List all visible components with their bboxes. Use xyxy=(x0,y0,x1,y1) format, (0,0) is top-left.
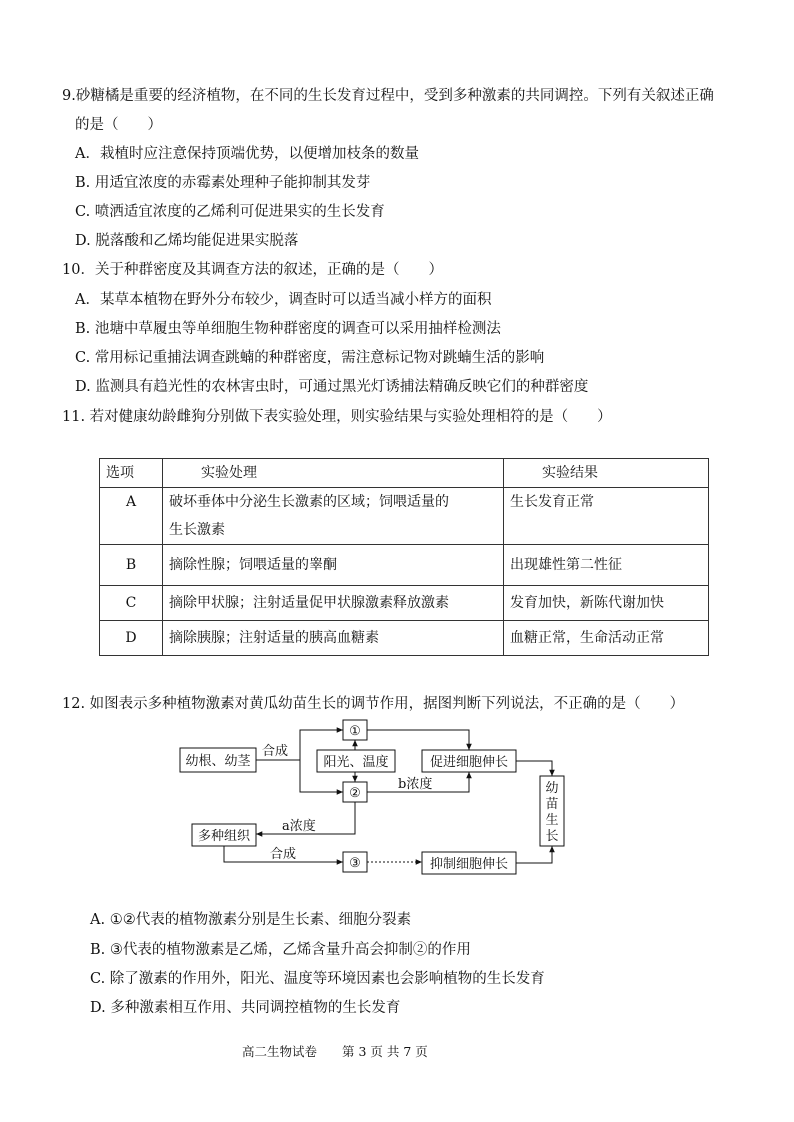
q9-option-d: D. 脱落酸和乙烯均能促进果实脱落 xyxy=(75,233,299,249)
q12-stem: 12. 如图表示多种植物激素对黄瓜幼苗生长的调节作用，据图判断下列说法，不正确的是（ ） xyxy=(62,696,685,712)
q10-option-a: A．某草本植物在野外分布较少，调查时可以适当减小样方的面积 xyxy=(75,292,492,308)
label-synth-1: 合成 xyxy=(262,744,289,759)
q10-stem: 10．关于种群密度及其调查方法的叙述，正确的是（ ） xyxy=(62,262,443,278)
row-option: A xyxy=(100,488,163,545)
label-seedling-1: 幼 xyxy=(545,781,559,796)
q12-option-a: A. ①②代表的植物激素分别是生长素、细胞分裂素 xyxy=(90,912,412,928)
row-treatment: 破坏垂体中分泌生长激素的区域；饲喂适量的 生长激素 xyxy=(163,488,504,545)
row-option: C xyxy=(100,586,163,621)
label-b-conc: b浓度 xyxy=(398,777,433,792)
label-roots: 幼根、幼茎 xyxy=(185,754,251,769)
table-row xyxy=(100,488,709,545)
row-treatment: 摘除甲状腺；注射适量促甲状腺激素释放激素 xyxy=(163,586,504,621)
header-option: 选项 xyxy=(100,459,163,488)
row-result: 出现雄性第二性征 xyxy=(504,545,709,586)
table-row xyxy=(100,545,709,586)
row-option: B xyxy=(100,545,163,586)
row-result: 生长发育正常 xyxy=(504,488,709,545)
label-hormone-3: ③ xyxy=(349,856,361,871)
row-treatment: 摘除性腺；饲喂适量的睾酮 xyxy=(163,545,504,586)
q10-option-d: D. 监测具有趋光性的农林害虫时，可通过黑光灯诱捕法精确反映它们的种群密度 xyxy=(75,379,589,395)
table-row xyxy=(100,621,709,656)
label-promote: 促进细胞伸长 xyxy=(429,755,509,770)
arrow-inhibit-to-growth xyxy=(516,846,552,863)
row-result: 发育加快，新陈代谢加快 xyxy=(504,586,709,621)
q12-option-d: D. 多种激素相互作用、共同调控植物的生长发育 xyxy=(90,1000,401,1016)
label-seedling-3: 生 xyxy=(545,813,559,828)
q9-option-a: A．栽植时应注意保持顶端优势，以便增加枝条的数量 xyxy=(75,146,419,162)
label-seedling-4: 长 xyxy=(545,829,559,844)
row-treatment: 摘除胰腺；注射适量的胰高血糖素 xyxy=(163,621,504,656)
table-row xyxy=(100,586,709,621)
q12-option-c: C. 除了激素的作用外，阳光、温度等环境因素也会影响植物的生长发育 xyxy=(90,971,545,987)
table-header-row xyxy=(100,459,709,488)
q12-option-b: B. ③代表的植物激素是乙烯，乙烯含量升高会抑制②的作用 xyxy=(90,942,471,958)
label-tissues: 多种组织 xyxy=(197,829,251,844)
q9-stem: 9.砂糖橘是重要的经济植物，在不同的生长发育过程中，受到多种激素的共同调控。下列有关叙述正确 xyxy=(62,88,714,104)
row-result: 血糖正常，生命活动正常 xyxy=(504,621,709,656)
arrow-promote-to-growth xyxy=(516,761,552,776)
label-a-conc: a浓度 xyxy=(282,819,316,834)
arrow-1-to-promote xyxy=(367,730,469,750)
header-treatment: 实验处理 xyxy=(163,459,504,488)
q9-stem-cont: 的是（ ） xyxy=(75,117,162,133)
row-option: D xyxy=(100,621,163,656)
q10-option-c: C. 常用标记重捕法调查跳蝻的种群密度，需注意标记物对跳蝻生活的影响 xyxy=(75,350,545,366)
q9-option-c: C. 喷洒适宜浓度的乙烯利可促进果实的生长发育 xyxy=(75,204,385,220)
hormone-diagram xyxy=(170,712,570,882)
label-synth-2: 合成 xyxy=(270,847,297,862)
q11-stem: 11. 若对健康幼龄雌狗分别做下表实验处理，则实验结果与实验处理相符的是（ ） xyxy=(62,409,612,425)
label-hormone-1: ① xyxy=(349,724,361,739)
page-footer: 高二生物试卷 第 3 页 共 7 页 xyxy=(242,1044,428,1059)
header-result: 实验结果 xyxy=(504,459,709,488)
experiment-table xyxy=(99,458,709,656)
label-light-temp: 阳光、温度 xyxy=(323,755,389,770)
label-hormone-2: ② xyxy=(349,786,361,801)
label-inhibit: 抑制细胞伸长 xyxy=(429,857,509,872)
q9-option-b: B. 用适宜浓度的赤霉素处理种子能抑制其发芽 xyxy=(75,175,371,191)
q10-option-b: B. 池塘中草履虫等单细胞生物种群密度的调查可以采用抽样检测法 xyxy=(75,321,501,337)
label-seedling-2: 苗 xyxy=(545,797,559,812)
